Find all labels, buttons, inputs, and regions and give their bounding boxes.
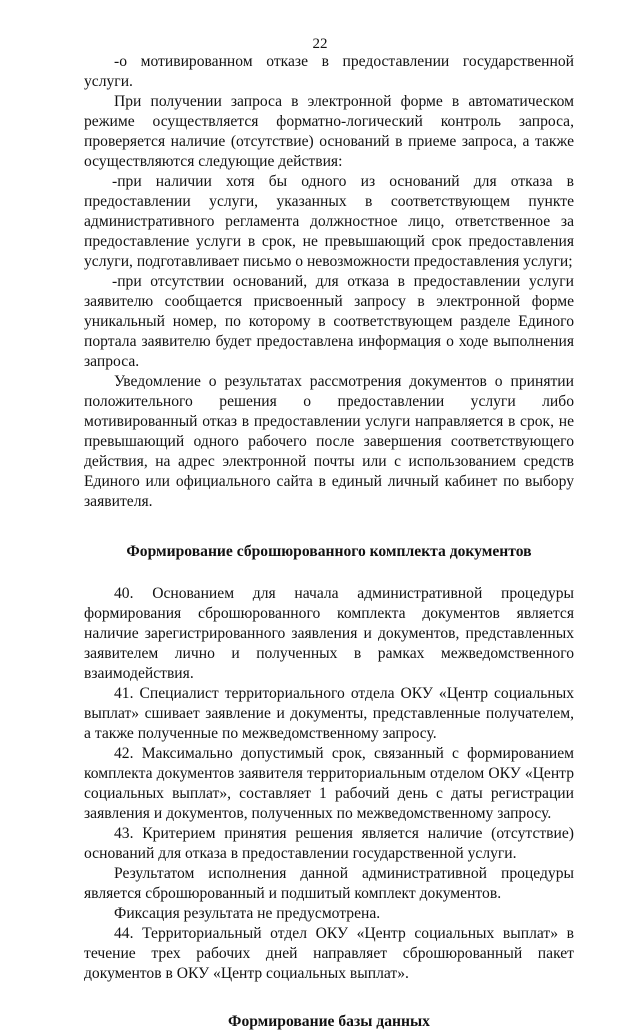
paragraph-item-42: 42. Максимально допустимый срок, связанный с формированием комплекта документов заявителя территориальным отделом ОКУ «Центр социальных выплат», составляет 1 рабочий день с даты регистрации заявления и документов, полученных по межведомственному запросу. bbox=[84, 745, 574, 822]
paragraph-fixation: Фиксация результата не предусмотрена. bbox=[114, 905, 381, 922]
paragraph-item-41: 41. Специалист территориального отдела ОКУ «Центр социальных выплат» сшивает заявление и документы, представленные получателем, а также полученные по межведомственному запросу. bbox=[84, 685, 574, 742]
document-body bbox=[84, 52, 574, 1032]
page-number: 22 bbox=[312, 36, 328, 52]
section-heading-brochure: Формирование сброшюрованного комплекта документов bbox=[126, 543, 532, 560]
paragraph-notification: Уведомление о результатах рассмотрения документов о принятии положительного решения о предоставлении услуги либо мотивированный отказ в предоставлении услуги направляется в срок, не превышающий одного рабочего после завершения соответствующего действия, на адрес электронной почты или с использованием средств Единого или официального сайта в единый личный кабинет по выбору заявителя. bbox=[84, 373, 574, 510]
paragraph-refusal-item: -о мотивированном отказе в предоставлении государственной услуги. bbox=[84, 53, 574, 90]
paragraph-item-40: 40. Основанием для начала административной процедуры формирования сброшюрованного комплекта документов является наличие зарегистрированного заявления и документов, представленных заявителем лично и полученных в рамках межведомственного взаимодействия. bbox=[84, 585, 574, 682]
section-heading-database: Формирование базы данных bbox=[228, 1013, 430, 1030]
paragraph-no-grounds: -при отсутствии оснований, для отказа в предоставлении услуги заявителю сообщается присвоенный запросу в электронной форме уникальный номер, по которому в соответствующем разделе Единого портала заявителю будет предоставлена информация о ходе выполнения запроса. bbox=[84, 273, 574, 370]
paragraph-refusal-grounds: -при наличии хотя бы одного из оснований для отказа в предоставлении услуги, указанных в соответствующем пункте административного регламента должностное лицо, ответственное за предоставление услуги в срок, не превышающий срок предоставления услуги, подготавливает письмо о невозможности предоставления услуги; bbox=[84, 173, 574, 270]
paragraph-electronic-request: При получении запроса в электронной форме в автоматическом режиме осуществляется форматно-логический контроль запроса, проверяется наличие (отсутствие) оснований в приеме запроса, а также осуществляются следующие действия: bbox=[84, 93, 574, 170]
paragraph-result: Результатом исполнения данной административной процедуры является сброшюрованный и подшитый комплект документов. bbox=[84, 865, 574, 902]
paragraph-item-43: 43. Критерием принятия решения является наличие (отсутствие) оснований для отказа в предоставлении государственной услуги. bbox=[84, 825, 574, 862]
paragraph-item-44: 44. Территориальный отдел ОКУ «Центр социальных выплат» в течение трех рабочих дней направляет сброшюрованный пакет документов в ОКУ «Центр социальных выплат». bbox=[84, 925, 574, 982]
